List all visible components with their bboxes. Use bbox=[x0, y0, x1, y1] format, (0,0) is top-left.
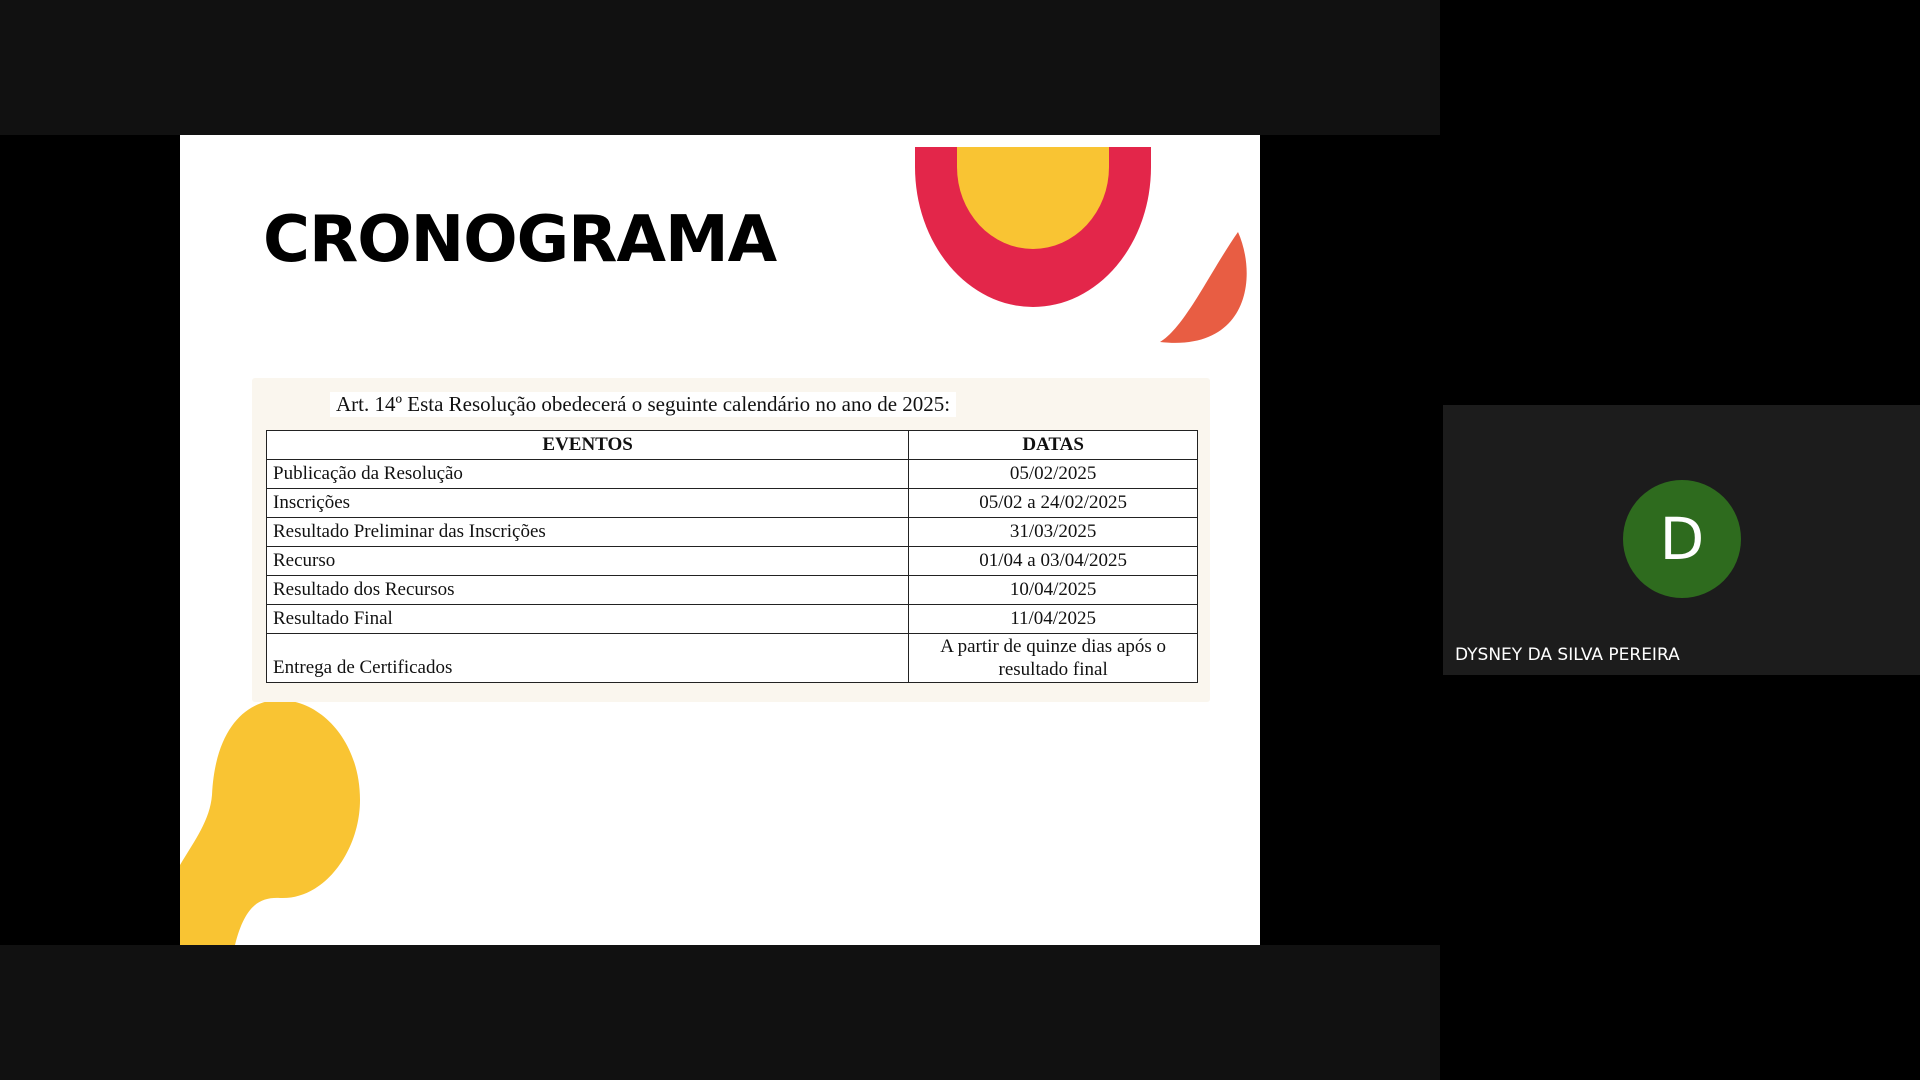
header-dates: DATAS bbox=[909, 431, 1198, 460]
participant-avatar: D bbox=[1623, 480, 1741, 598]
table-row bbox=[267, 489, 1198, 518]
orange-leaf-decoration bbox=[1150, 232, 1250, 362]
date-cell: 01/04 a 03/04/2025 bbox=[909, 547, 1198, 576]
table-row bbox=[267, 605, 1198, 634]
header-events: EVENTOS bbox=[267, 431, 909, 460]
event-cell: Resultado Preliminar das Inscrições bbox=[267, 518, 909, 547]
participant-tile[interactable] bbox=[1443, 405, 1920, 675]
table-header-row bbox=[267, 431, 1198, 460]
letterbox-bottom bbox=[0, 945, 1440, 1080]
date-cell: 10/04/2025 bbox=[909, 576, 1198, 605]
date-cell: 05/02/2025 bbox=[909, 460, 1198, 489]
date-cell: 31/03/2025 bbox=[909, 518, 1198, 547]
event-cell: Recurso bbox=[267, 547, 909, 576]
resolution-excerpt bbox=[252, 378, 1210, 702]
table-row bbox=[267, 576, 1198, 605]
event-cell: Resultado Final bbox=[267, 605, 909, 634]
resolution-intro-text: Art. 14º Esta Resolução obedecerá o seguinte calendário no ano de 2025: bbox=[330, 392, 956, 417]
event-cell: Inscrições bbox=[267, 489, 909, 518]
date-cell: A partir de quinze dias após o resultado final bbox=[909, 634, 1198, 683]
date-cell: 05/02 a 24/02/2025 bbox=[909, 489, 1198, 518]
table-row bbox=[267, 460, 1198, 489]
table-row bbox=[267, 518, 1198, 547]
red-yellow-arch-decoration bbox=[915, 147, 1155, 317]
table-row bbox=[267, 634, 1198, 683]
date-cell: 11/04/2025 bbox=[909, 605, 1198, 634]
slide-title: CRONOGRAMA bbox=[263, 203, 777, 277]
yellow-blob-decoration bbox=[180, 700, 370, 945]
schedule-table bbox=[266, 430, 1198, 683]
event-cell: Publicação da Resolução bbox=[267, 460, 909, 489]
event-cell: Resultado dos Recursos bbox=[267, 576, 909, 605]
participant-name: DYSNEY DA SILVA PEREIRA bbox=[1455, 645, 1680, 665]
presentation-slide bbox=[180, 135, 1260, 945]
event-cell: Entrega de Certificados bbox=[267, 634, 909, 683]
letterbox-top bbox=[0, 0, 1440, 135]
table-row bbox=[267, 547, 1198, 576]
